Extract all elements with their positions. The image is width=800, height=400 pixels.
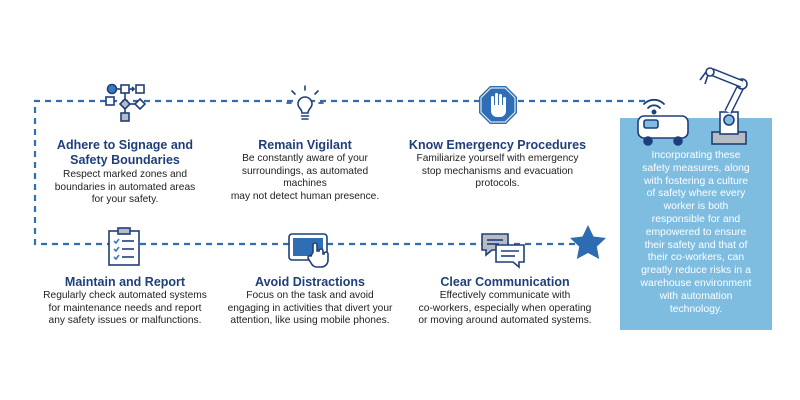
step-desc-line: Effectively communicate with bbox=[439, 290, 571, 301]
step-title bbox=[40, 138, 210, 168]
summary-line: responsible for and bbox=[651, 213, 741, 225]
summary-line: technology. bbox=[669, 303, 723, 315]
robotic-arm-icon bbox=[700, 68, 747, 144]
step-desc-line: for your safety. bbox=[91, 194, 159, 206]
step-desc-line: Respect marked zones and bbox=[62, 169, 188, 180]
step-adhere-signage bbox=[40, 82, 210, 206]
step-title-line: Know Emergency Procedures bbox=[408, 138, 587, 152]
step-title-line: Adhere to Signage and bbox=[56, 138, 194, 152]
step-description bbox=[220, 153, 390, 203]
step-title bbox=[220, 138, 390, 153]
step-description bbox=[215, 290, 405, 328]
step-title bbox=[40, 275, 210, 290]
checklist-icon bbox=[106, 226, 142, 266]
step-title-line: Maintain and Report bbox=[64, 275, 186, 289]
wifi-icon bbox=[644, 100, 664, 114]
summary-line: with fostering a culture bbox=[644, 175, 748, 187]
stop-hand-icon bbox=[478, 85, 518, 125]
step-description bbox=[40, 290, 210, 328]
step-desc-line: attention, like using mobile phones. bbox=[230, 315, 390, 327]
step-desc-line: Be constantly aware of your bbox=[242, 153, 368, 164]
step-description bbox=[410, 290, 600, 328]
step-desc-line: any safety issues or malfunctions. bbox=[48, 315, 202, 327]
step-title-line: Avoid Distractions bbox=[255, 275, 365, 289]
summary-line: Incorporating these bbox=[651, 150, 741, 161]
summary-line: with automation bbox=[659, 290, 733, 302]
step-description bbox=[400, 153, 595, 191]
step-desc-line: Focus on the task and avoid bbox=[246, 290, 374, 301]
step-maintain-report bbox=[40, 226, 210, 336]
step-title-line: Remain Vigilant bbox=[258, 138, 352, 152]
step-desc-line: for maintenance needs and report bbox=[48, 302, 202, 314]
summary-line: their co-workers, can bbox=[647, 252, 745, 264]
summary-line: of safety where every bbox=[646, 188, 746, 200]
step-desc-line: boundaries in automated areas bbox=[54, 181, 196, 193]
summary-line: their safety and that of bbox=[644, 239, 748, 251]
step-title bbox=[215, 275, 405, 290]
flowchart-icon bbox=[102, 82, 148, 122]
step-desc-line: may not detect human presence. bbox=[230, 190, 380, 202]
step-desc-line: engaging in activities that divert your bbox=[227, 302, 393, 314]
step-emergency-procedures bbox=[400, 82, 595, 202]
step-remain-vigilant bbox=[220, 82, 390, 202]
chat-bubbles-icon bbox=[480, 231, 526, 271]
summary-line: warehouse environment bbox=[640, 277, 752, 289]
step-title-line: Clear Communication bbox=[440, 275, 570, 289]
step-desc-line: protocols. bbox=[475, 178, 520, 190]
step-title-line: Safety Boundaries bbox=[70, 153, 180, 167]
step-title bbox=[410, 275, 600, 290]
step-desc-line: co-workers, especially when operating bbox=[418, 302, 592, 314]
step-clear-communication bbox=[410, 226, 600, 336]
step-desc-line: Regularly check automated systems bbox=[43, 290, 207, 301]
tablet-touch-icon bbox=[287, 230, 333, 270]
summary-line: worker is both bbox=[663, 201, 729, 213]
delivery-robot-icon bbox=[638, 116, 688, 145]
step-title bbox=[400, 138, 595, 153]
step-avoid-distractions bbox=[215, 226, 405, 336]
lightbulb-icon bbox=[285, 84, 325, 124]
step-desc-line: or moving around automated systems. bbox=[418, 315, 592, 327]
step-desc-line: stop mechanisms and evacuation bbox=[421, 165, 574, 177]
summary-line: greatly reduce risks in a bbox=[641, 265, 751, 277]
step-desc-line: surroundings, as automated machines bbox=[241, 165, 369, 190]
robot-illustration bbox=[632, 62, 782, 152]
summary-line: safety measures, along bbox=[642, 162, 750, 174]
summary-text bbox=[628, 150, 764, 316]
step-description bbox=[40, 169, 210, 207]
summary-line: empowered to ensure bbox=[645, 226, 747, 238]
step-desc-line: Familiarize yourself with emergency bbox=[416, 153, 579, 164]
